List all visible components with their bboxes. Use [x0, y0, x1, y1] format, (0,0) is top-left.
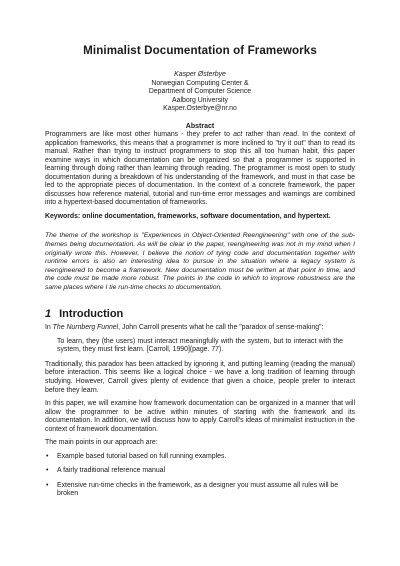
intro-paragraph-1 — [45, 324, 355, 333]
author-block — [45, 71, 355, 114]
section-number: 1 — [45, 308, 52, 321]
abstract-text — [45, 131, 355, 208]
list-item — [45, 453, 355, 462]
intro-paragraph-2: Traditionally, this paradox has been attacked by ignoring it, and putting learning (reading the manual) before interaction. This seems like a logical choice - we have a long tradition of learning through studying. However, Carroll gives plenty of evidence that given a choice, people prefer to interact before they learn. — [45, 360, 355, 394]
abstract-text-part: . In the context of application frameworks, this means that a programmer is more inclined to "try it out" than to read its manual. Rather than trying to instruct programmers to stop this all too human habit, this paper examine ways in which documentation can be organized so that a programmer is supported in learning through doing rather than learning through reading. The programmer is most open to study documentation during a breakdown of his understanding of the framework, and must in that case be led to the appropriate pieces of documentation. In the context of a concrete framework, the paper discusses how reference material, tutorial and run-time error messages and warnings are combined into a hypertext-based documentation of frameworks. — [45, 130, 355, 207]
keywords: Keywords: online documentation, frameworks, software documentation, and hypertext. — [45, 212, 331, 220]
paper-title: Minimalist Documentation of Frameworks — [83, 44, 317, 57]
abstract-text-part: rather than — [242, 130, 284, 138]
carroll-quote: To learn, they (the users) must interact meaningfully with the system, but to interact with the system, they must first learn. [Carroll, 1990](page. 77). — [57, 337, 343, 354]
intro-paragraph-4: The main points in our approach are: — [45, 439, 158, 447]
bullet-icon: • — [46, 452, 49, 460]
abstract-heading: Abstract — [185, 122, 215, 130]
affiliation-line-1: Norwegian Computing Center & — [151, 79, 249, 87]
bullet-icon: • — [46, 481, 49, 489]
list-item-text: Extensive run-time checks in the framework, as a designer you must assume all rules will be broken — [57, 481, 339, 498]
section-title: Introduction — [59, 308, 124, 321]
list-item-text: A fairly traditional reference manual — [57, 467, 166, 475]
list-item — [45, 482, 355, 499]
intro-paragraph-3: In this paper, we will examine how framework documentation can be organized in a manner that will allow the programmer to be active within minutes of starting with the framework and its documentation. In addition, we will discuss how to apply Carroll's ideas of minimalist instruction in the context of framework documentation. — [45, 400, 355, 433]
workshop-theme-note: The theme of the workshop is "Experiences in Object-Oriented Reengineering" with one of the sub-themes being documentation. As will be clear in the paper, reengineering was not in my mind when I originally wrote this. However, I believe the notion of tying code and documentation together with runtime errors is also an interesting idea to pursue in the situation where a legacy system is reengineered to become a framework. New documentation must be written at that point in time, and the code must be made more robust. The points in the code in which to improve robustness are the same places where I tie run-time checks to documentation. — [45, 232, 355, 291]
affiliation-line-2: Department of Computer Science — [148, 88, 252, 96]
main-points-list — [45, 453, 355, 499]
author-name: Kasper Østerbye — [174, 71, 226, 78]
section-heading — [45, 308, 355, 320]
intro-text-part: , John Carroll presents what he call the "paradox of sense-making": — [118, 324, 324, 332]
intro-text-part: In — [45, 324, 53, 332]
bullet-icon: • — [46, 467, 49, 475]
affiliation-line-3: Aalborg University — [172, 96, 228, 104]
author-email: Kasper.Osterbye@nr.no — [163, 105, 237, 113]
list-item-text: Example based tutorial based on full running examples. — [57, 452, 227, 460]
abstract-emphasis-read: read — [283, 130, 298, 138]
list-item — [45, 467, 355, 476]
abstract-emphasis-act: act — [233, 130, 243, 138]
book-title-emphasis: The Nurnberg Funnel — [52, 324, 119, 332]
abstract-text-part: Programmers are like most other humans - they prefer to — [45, 130, 234, 138]
